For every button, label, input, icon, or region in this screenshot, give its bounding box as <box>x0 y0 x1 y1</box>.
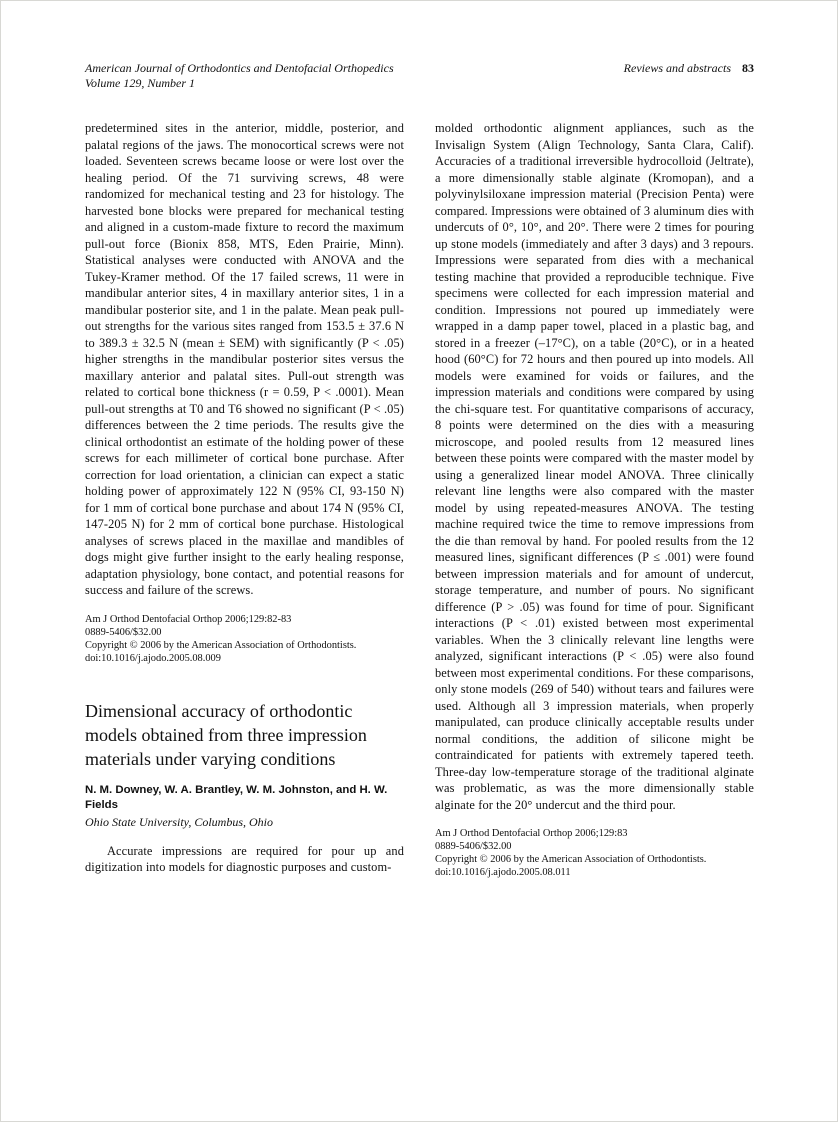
abstract-continued-paragraph: predetermined sites in the anterior, middle, posterior, and palatal regions of the jaws. The monocortical screws were not loaded. Seventeen screws became loose or were lost over the healing period. Of the 71 surviving screws, 48 were randomized for mechanical testing and 23 for histology. The harvested bone blocks were prepared for mechanical testing and aligned in a custom-made fixture to record the maximum pull-out force (Bionix 858, MTS, Eden Prairie, Minn). Statistical analyses were conducted with ANOVA and the Tukey-Kramer method. Of the 17 failed screws, 11 were in mandibular anterior sites, 4 in maxillary anterior sites, 1 in a mandibular posterior site, and 1 in the palate. Mean peak pull-out strengths for the various sites ranged from 153.5 ± 37.6 N to 389.3 ± 32.5 N (mean ± SEM) with significantly (P < .05) higher strengths in the mandibular posterior sites versus the maxillary anterior and palatal sites. Pull-out strength was related to cortical bone thickness (r = 0.59, P < .0001). Mean pull-out strengths at T0 and T6 showed no significant (P < .05) differences between the 2 time periods. The results give the clinical orthodontist an estimate of the holding power of these screws for each millimeter of cortical bone purchase. After correction for load orientation, a clinician can expect a static holding power of approximately 122 N (95% CI, 93-150 N) for 1 mm of cortical bone purchase and about 174 N (95% CI, 147-205 N) for 2 mm of cortical bone purchase. Histological analyses of screws placed in the maxillae and mandibles of dogs might give further insight to the early healing response, adaptation physiology, bone contact, and potential reasons for success and failure of the screws. <box>85 121 404 597</box>
citation-copyright-line: Copyright © 2006 by the American Association of Orthodontists. <box>435 854 707 865</box>
citation-block-left <box>85 613 404 665</box>
article-first-paragraph: Accurate impressions are required for pour up and digitization into models for diagnostic purposes and custom- <box>85 843 404 874</box>
citation-journal-line: Am J Orthod Dentofacial Orthop 2006;129:82-83 <box>85 613 292 625</box>
article-authors: N. M. Downey, W. A. Brantley, W. M. Johnston, and H. W. Fields <box>85 783 388 811</box>
right-column <box>435 120 754 879</box>
journal-volume: Volume 129, Number 1 <box>85 75 195 90</box>
article-affiliation: Ohio State University, Columbus, Ohio <box>85 814 273 829</box>
citation-copyright-line: Copyright © 2006 by the American Association of Orthodontists. <box>85 639 357 651</box>
article-title: Dimensional accuracy of orthodontic models obtained from three impression materials under varying conditions <box>85 700 367 769</box>
abstract-body-paragraph: molded orthodontic alignment appliances, such as the Invisalign System (Align Technology, Santa Clara, Calif). Accuracies of a traditional irreversible hydrocolloid (Jeltrate), a more dimensionally stable alginate (Kromopan), and a polyvinylsiloxane impression material (Precision Penta) were compared. Impressions were obtained of 3 aluminum dies with undercuts of 0°, 10°, and 20°. There were 2 times for pouring up stone models (immediately and after 3 days) and 3 repours. Impressions were separated from dies with a mechanical testing machine that provided a reproducible technique. Five specimens were collected for each impression material and condition. Impressions not poured up immediately were wrapped in a damp paper towel, placed in a plastic bag, and stored in a freezer (–17°C), on a table (20°C), or in a heated hood (60°C) for 72 hours and then poured up into models. All models were examined for voids or failures, and the impression materials and conditions were compared by using the chi-square test. For quantitative comparisons of accuracy, 8 points were determined on the dies with a measuring microscope, and pooled results from 12 measured lines between these points were compared with the master model by using a generalized linear model ANOVA. Three clinically relevant line lengths were also compared with the master model by using repeated-measures ANOVA. The testing machine required twice the time to remove impressions from the die than removal by hand. For pooled results from the 12 measured lines, significant differences (P ≤ .001) were found between impression materials and for amount of undercut, storage temperature, and number of pours. No significant difference (P > .05) was found for time of pour. Significant interactions (P < .01) existed between most experimental variables. When the 3 clinically relevant line lengths were analyzed, significant interactions (P < .05) were also found between most experimental conditions. For these comparisons, only stone models (269 of 540) without tears and failures were used. Although all 3 impression materials, when properly manipulated, can produce clinically acceptable results under normal conditions, the addition of silicone might be contraindicated for patients with extremely tapered teeth. Three-day low-temperature storage of the traditional alginate was problematic, as was the more dimensionally stable alginate for the 20° undercut and the third pour. <box>435 121 754 812</box>
two-column-body <box>1 90 837 879</box>
citation-journal-line: Am J Orthod Dentofacial Orthop 2006;129:83 <box>435 828 628 839</box>
citation-block-right <box>435 827 754 879</box>
section-title: Reviews and abstracts <box>623 61 731 75</box>
journal-title: American Journal of Orthodontics and Dentofacial Orthopedics <box>85 61 394 75</box>
journal-info <box>85 61 394 90</box>
running-head <box>1 1 837 90</box>
citation-doi-line: doi:10.1016/j.ajodo.2005.08.009 <box>85 652 221 664</box>
citation-issn-line: 0889-5406/$32.00 <box>435 841 512 852</box>
citation-issn-line: 0889-5406/$32.00 <box>85 626 162 638</box>
left-column <box>85 120 404 879</box>
page-number: 83 <box>742 61 754 75</box>
section-info <box>624 61 754 76</box>
citation-doi-line: doi:10.1016/j.ajodo.2005.08.011 <box>435 867 571 878</box>
